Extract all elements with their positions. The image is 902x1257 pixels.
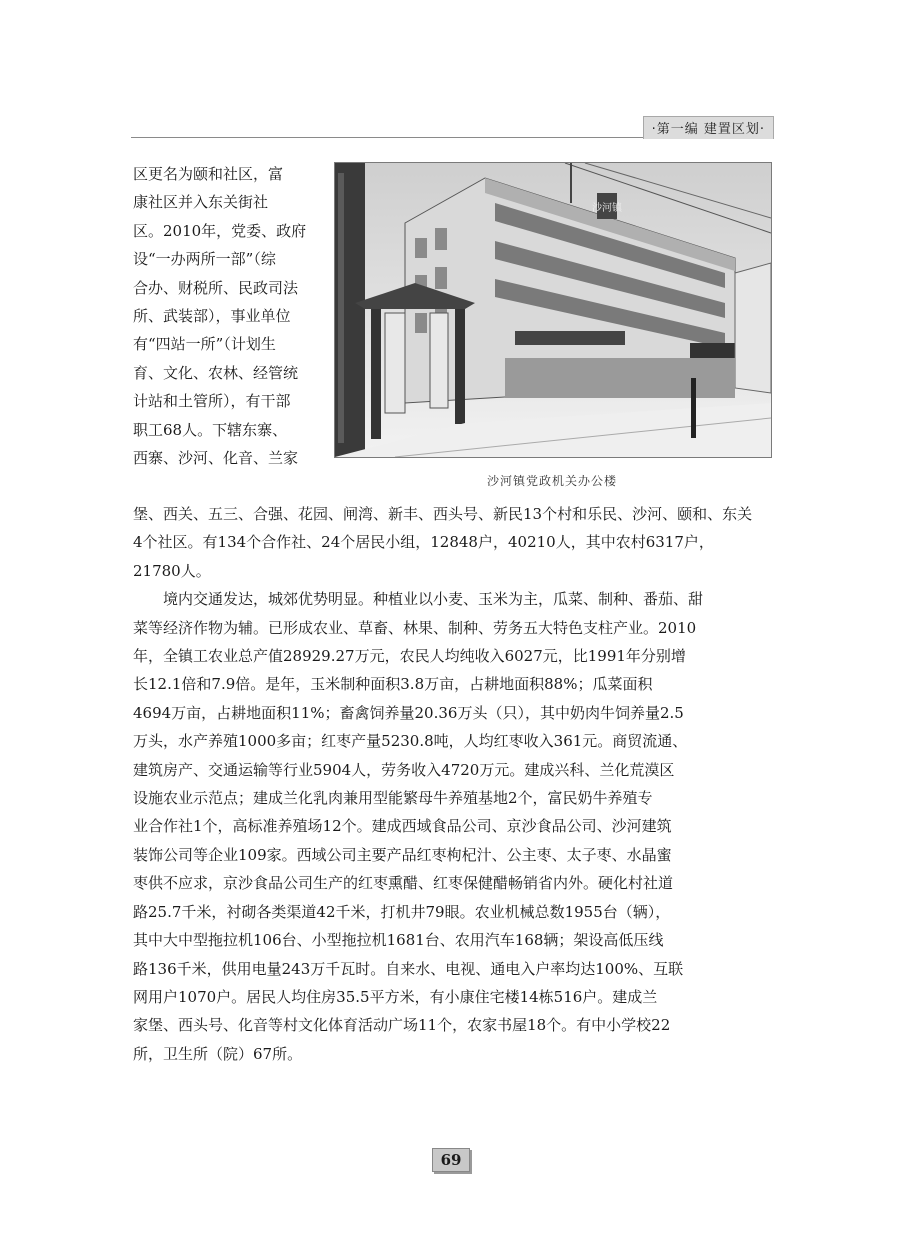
text-line: 有“四站一所”（计划生 [133,335,276,354]
text-line: 区更名为颐和社区，富 [133,165,284,183]
text-line: 区。2010年，党委、政府 [133,221,307,240]
text-line: 4个社区。有134个合作社、24个居民小组，12848户，40210人，其中农村6317户， [133,533,714,552]
text-line: 职工68人。下辖东寨、 [133,420,288,439]
text-line: 计站和土管所），有干部 [133,392,291,411]
text-line: 业合作社1个，高标准养殖场12个。建成西域食品公司、京沙食品公司、沙河建筑 [133,817,672,836]
paragraph-villages [133,500,773,585]
text-line: 堡、西关、五三、合强、花园、闸湾、新丰、西头号、新民13个村和乐民、沙河、颐和、东关 [133,505,753,523]
intro-text-column [133,160,321,472]
page-number: 69 [432,1148,470,1172]
text-line: 21780人。 [133,561,211,580]
text-line: 所，卫生所（院）67所。 [133,1044,303,1063]
text-line: 装饰公司等企业109家。西域公司主要产品红枣枸杞汁、公主枣、太子枣、水晶蜜 [133,845,672,864]
text-line: 设施农业示范点；建成兰化乳肉兼用型能繁母牛养殖基地2个，富民奶牛养殖专 [133,789,653,808]
text-line: 网用户1070户。居民人均住房35.5平方米，有小康住宅楼14栋516户。建成兰 [133,987,658,1006]
running-header: ·第一编 建置区划· [643,116,774,139]
text-line: 路136千米，供用电量243万千瓦时。自来水、电视、通电入户率均达100%、互联 [133,959,684,978]
text-line: 康社区并入东关街社 [133,193,269,212]
text-line: 长12.1倍和7.9倍。是年，玉米制种面积3.8万亩，占耕地面积88%；瓜菜面积 [133,675,653,694]
text-line: 路25.7千米，衬砌各类渠道42千米，打机井79眼。农业机械总数1955台（辆）， [133,902,671,921]
text-line: 设“一办两所一部”（综 [133,250,276,269]
rooftop-sign-text: 沙河镇 [592,203,622,214]
text-line: 育、文化、农林、经管统 [133,363,299,382]
text-line: 境内交通发达，城郊优势明显。种植业以小麦、玉米为主，瓜菜、制种、番茄、甜 [163,590,704,609]
text-line: 合办、财税所、民政司法 [133,278,299,297]
text-line: 西寨、沙河、化音、兰家 [133,449,299,468]
text-line: 年，全镇工农业总产值28929.27万元，农民人均纯收入6027元，比1991年分别增 [133,647,686,666]
main-text-column [133,500,773,1068]
text-line: 万头，水产养殖1000多亩；红枣产量5230.8吨，人均红枣收入361元。商贸流通、 [133,732,688,751]
photo-caption: 沙河镇党政机关办公楼 [486,474,617,488]
text-line: 建筑房产、交通运输等行业5904人，劳务收入4720万元。建成兴科、兰化荒漠区 [133,760,675,779]
text-line: 枣供不应求，京沙食品公司生产的红枣熏醋、红枣保健醋畅销省内外。硬化村社道 [133,874,674,893]
paragraph-economy [133,585,773,1068]
text-line: 家堡、西头号、化音等村文化体育活动广场11个，农家书屋18个。有中小学校22 [133,1016,671,1035]
text-line: 其中大中型拖拉机106台、小型拖拉机1681台、农用汽车168辆；架设高低压线 [133,931,664,950]
text-line: 4694万亩，占耕地面积11%；畜禽饲养量20.36万头（只），其中奶肉牛饲养量2.5 [133,703,684,722]
text-line: 菜等经济作物为辅。已形成农业、草畜、林果、制种、劳务五大特色支柱产业。2010 [133,618,697,637]
office-building-photo [334,162,772,458]
text-line: 所、武装部），事业单位 [133,307,291,326]
